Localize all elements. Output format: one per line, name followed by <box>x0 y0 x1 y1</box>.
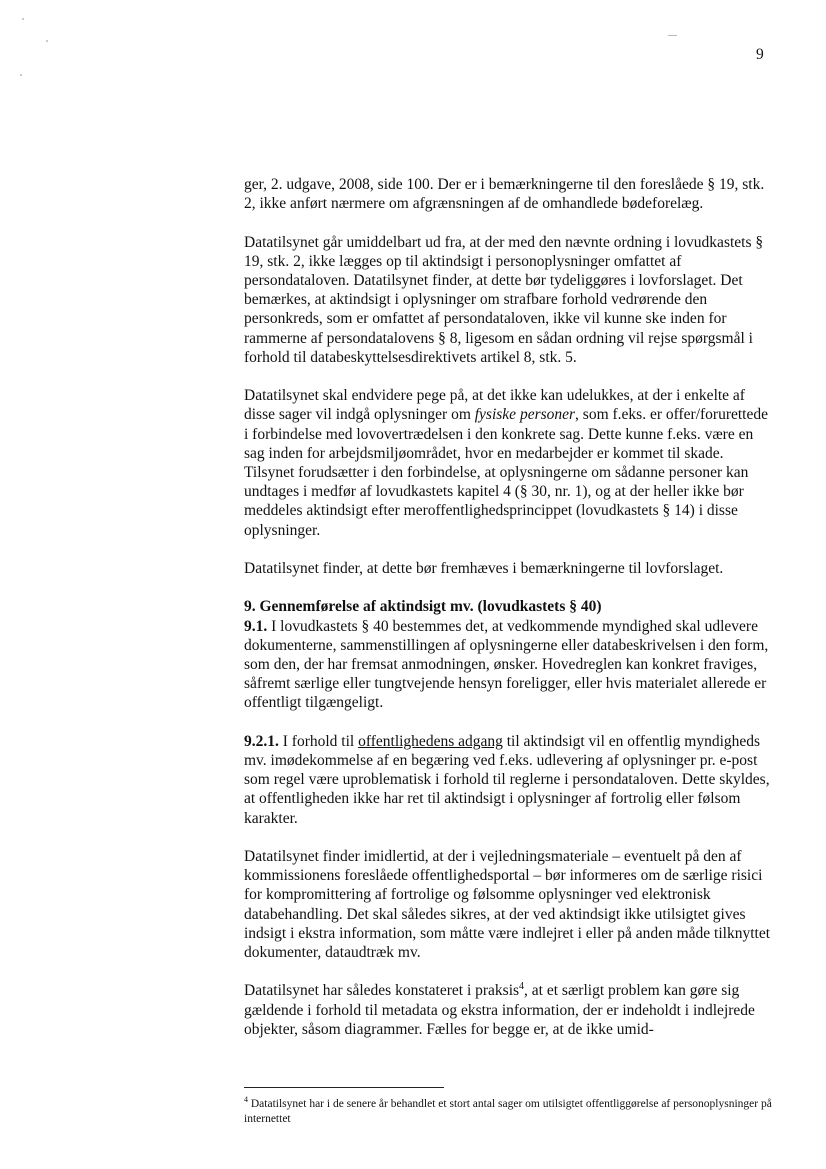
footnote <box>244 1097 774 1127</box>
scan-speck <box>46 40 48 42</box>
paragraph <box>244 981 774 1039</box>
section-number: 9.1. <box>244 617 268 635</box>
paragraph-text: Datatilsynet har således konstateret i praksis <box>244 982 520 1000</box>
paragraph-text: , som f.eks. er offer/forurettede i forbindelse med lovovertrædelsen i den konkrete sag. Dette kunne f.eks. være en sag inden for arbejdsmiljøområdet, hvor en medarbejder er kommet til skade. Tilsynet forudsætter i den forbindelse, at oplysningerne om sådanne personer kan undtages i medfør af lovudkastets kapitel 4 (§ 30, nr. 1), og at der heller ikke bør meddeles aktindsigt efter meroffentlighedsprincippet (lovudkastets § 14) i disse oplysninger. <box>244 406 769 539</box>
paragraph <box>244 386 774 540</box>
paragraph: Datatilsynet finder, at dette bør fremhæves i bemærkningerne til lovforslaget. <box>244 560 724 578</box>
paragraph <box>244 617 774 713</box>
paragraph: Datatilsynet finder imidlertid, at der i vejledningsmateriale – eventuelt på den af kommissionens foreslåede offentlighedsportal – bør informeres om de særlige risici for kompromittering af fortrolige og følsomme oplysninger ved elektronisk databehandling. Det skal således sikres, at der ved aktindsigt ikke utilsigtet gives indsigt i ekstra information, som måtte være indlejret i eller på anden måde tilknyttet dokumenter, dataudtræk mv. <box>244 848 771 962</box>
paragraph-text: I forhold til <box>278 732 359 750</box>
paragraph <box>244 732 774 828</box>
paragraph-text: Datatilsynet skal endvidere pege på, at det ikke kan udelukkes, at der i enkelte af disse sager vil indgå oplysninger om <box>244 387 745 424</box>
paragraph: ger, 2. udgave, 2008, side 100. Der er i bemærkningerne til den foreslåede § 19, stk. 2, ikke anført nærmere om afgrænsningen af de omhandlede bødeforelæg. <box>244 176 765 213</box>
footnote-marker: 4 <box>244 1095 248 1105</box>
scan-speck <box>20 74 22 76</box>
page-number: 9 <box>756 46 764 63</box>
underlined-text: offentlighedens adgang <box>358 732 503 750</box>
paragraph-text: I lovudkastets § 40 bestemmes det, at vedkommende myndighed skal udlevere dokumenterne, sammenstillingen af oplysningerne eller databeskrivelsen i den form, som den, der har fremsat anmodningen, ønsker. Hovedreglen kan konkret fraviges, såfremt særlige eller tungtvejende hensyn foreligger, eller hvis materialet allerede er offentligt tilgængeligt. <box>244 617 769 712</box>
section-heading: 9. Gennemførelse af aktindsigt mv. (lovudkastets § 40) <box>244 598 602 616</box>
scan-speck <box>668 35 677 36</box>
document-body <box>244 175 774 1058</box>
paragraph: Datatilsynet går umiddelbart ud fra, at der med den nævnte ordning i lovudkastets § 19, stk. 2, ikke lægges op til aktindsigt i personoplysninger omfattet af persondataloven. Datatilsynet finder, at dette bør tydeliggøres i lovforslaget. Det bemærkes, at aktindsigt i oplysninger om strafbare forhold vedrørende den personkreds, som er omfattet af persondataloven, ikke vil kunne ske inden for rammerne af persondatalovens § 8, ligesom en sådan ordning vil rejse spørgsmål i forhold til databeskyttelsesdirektivets artikel 8, stk. 5. <box>244 233 764 366</box>
emphasis-text: fysiske personer <box>474 406 576 424</box>
scan-speck <box>22 18 24 20</box>
paragraph-text: til aktindsigt vil en offentlig myndigheds mv. imødekommelse af en begæring ved f.eks. udlevering af oplysninger pr. e-post som regel være uproblematisk i forhold til reglerne i persondataloven. Dette skyldes, at offentligheden ikke har ret til aktindsigt i oplysninger af fortrolig eller følsom karakter. <box>244 732 770 827</box>
footnote-reference: 4 <box>519 981 525 993</box>
paragraph-text: , at et særligt problem kan gøre sig gældende i forhold til metadata og ekstra information, der er indeholdt i indlejrede objekter, såsom diagrammer. Fælles for begge er, at de ikke umid- <box>244 982 755 1038</box>
footnote-text: Datatilsynet har i de senere år behandlet et stort antal sager om utilsigtet offentliggørelse af personoplysninger på internettet <box>244 1098 772 1125</box>
section-number: 9.2.1. <box>244 732 279 750</box>
footnote-separator <box>244 1087 444 1088</box>
